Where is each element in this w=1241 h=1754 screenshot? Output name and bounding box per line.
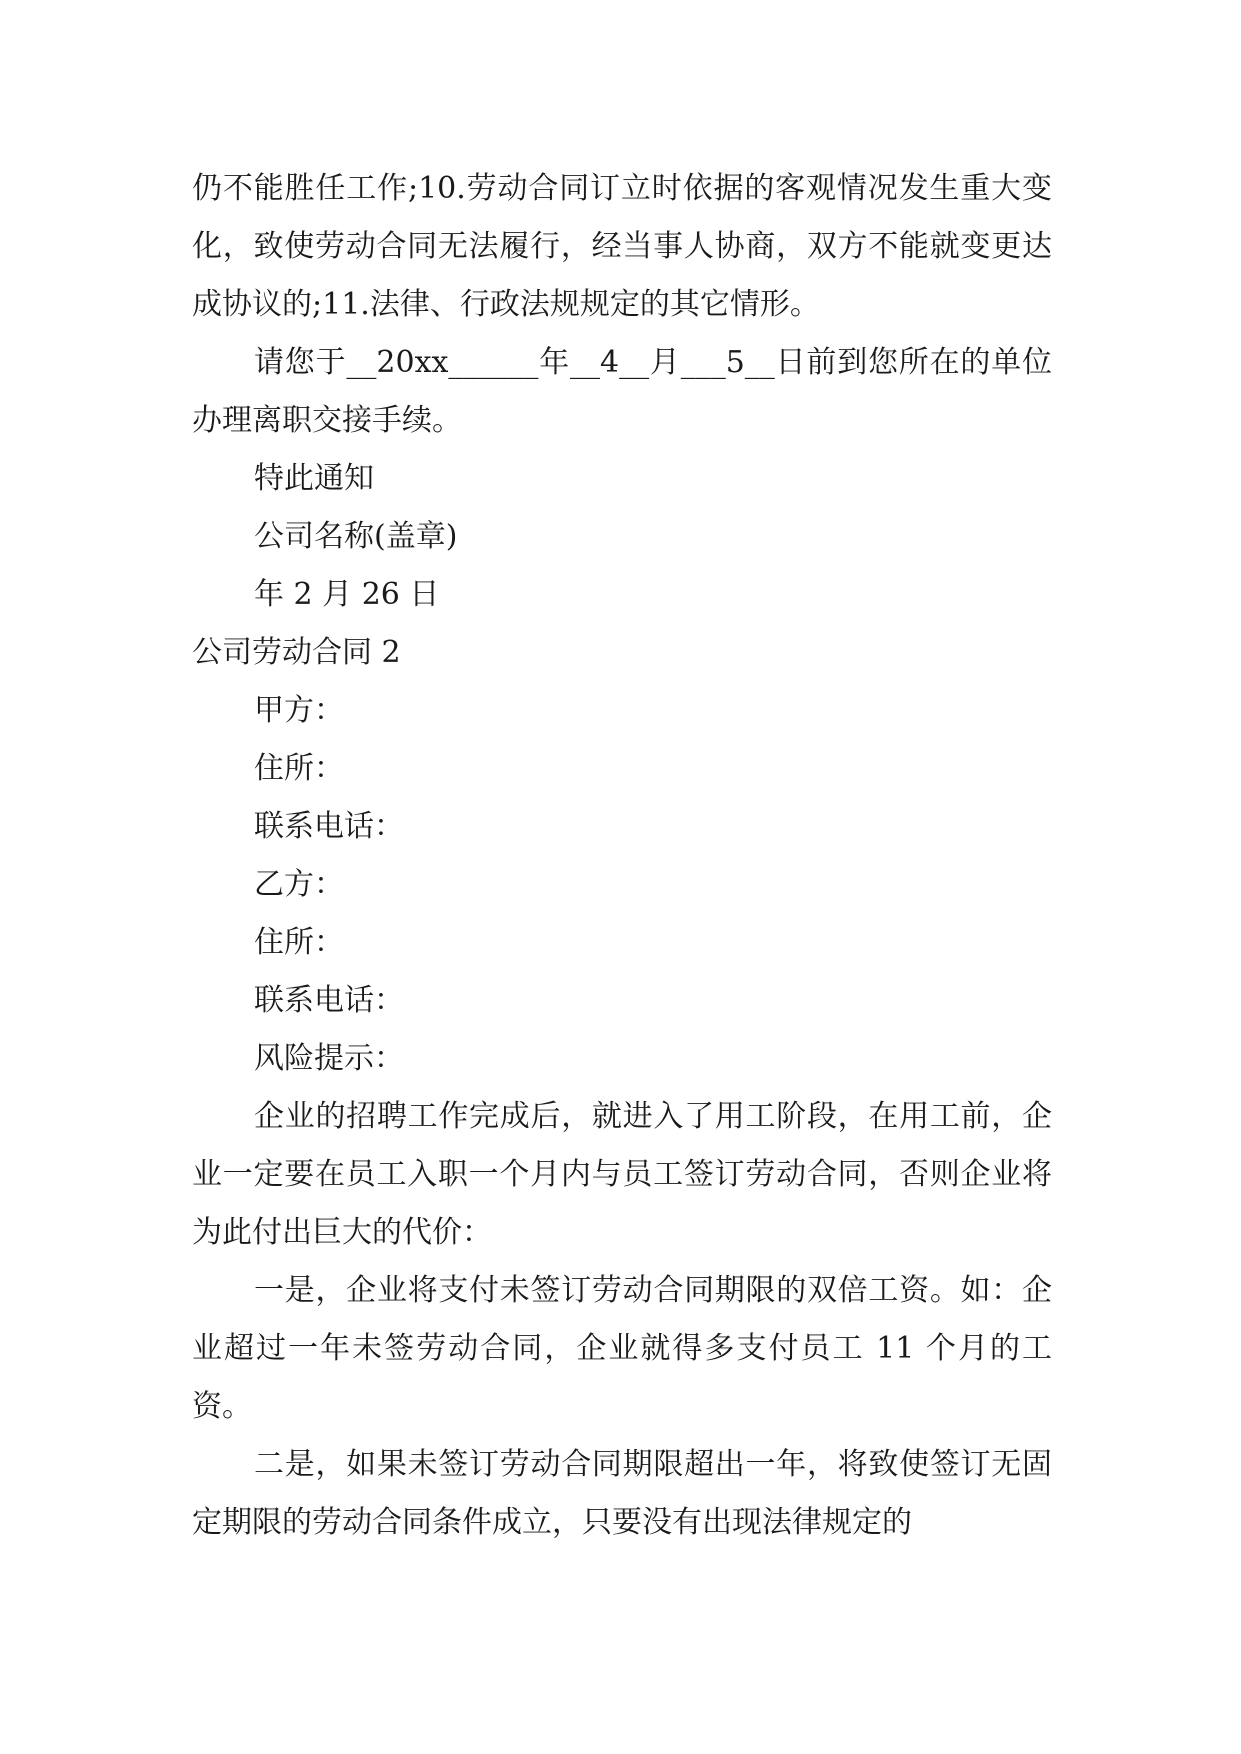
paragraph-company-seal: 公司名称(盖章) xyxy=(254,519,458,554)
party-a-label: 甲方： xyxy=(254,693,344,728)
paragraph-continuation: 仍不能胜任工作;10.劳动合同订立时依据的客观情况发生重大变化，致使劳动合同无法履行，经当事人协商，双方不能就变更达成协议的;11.法律、行政法规规定的其它情形。 xyxy=(192,171,1052,322)
section-heading: 公司劳动合同 2 xyxy=(192,635,401,670)
paragraph-handover-notice: 请您于__20xx______年__4__月___5__日前到您所在的单位办理离职交接手续。 xyxy=(192,345,1052,438)
paragraph-recruitment-risk: 企业的招聘工作完成后，就进入了用工阶段，在用工前，企业一定要在员工入职一个月内与员工签订劳动合同，否则企业将为此付出巨大的代价： xyxy=(192,1099,1052,1250)
paragraph-risk-two: 二是，如果未签订劳动合同期限超出一年，将致使签订无固定期限的劳动合同条件成立，只要没有出现法律规定的 xyxy=(192,1447,1052,1540)
party-b-label: 乙方： xyxy=(254,867,344,902)
risk-warning-label: 风险提示： xyxy=(254,1041,404,1076)
party-a-address-label: 住所： xyxy=(254,751,344,786)
party-b-phone-label: 联系电话： xyxy=(254,983,404,1018)
party-b-address-label: 住所： xyxy=(254,925,344,960)
document-body xyxy=(192,160,1052,1552)
party-a-phone-label: 联系电话： xyxy=(254,809,404,844)
paragraph-date: 年 2 月 26 日 xyxy=(254,577,440,612)
paragraph-notice-closing: 特此通知 xyxy=(254,461,374,496)
paragraph-risk-one: 一是，企业将支付未签订劳动合同期限的双倍工资。如：企业超过一年未签劳动合同，企业就得多支付员工 11 个月的工资。 xyxy=(192,1273,1052,1424)
